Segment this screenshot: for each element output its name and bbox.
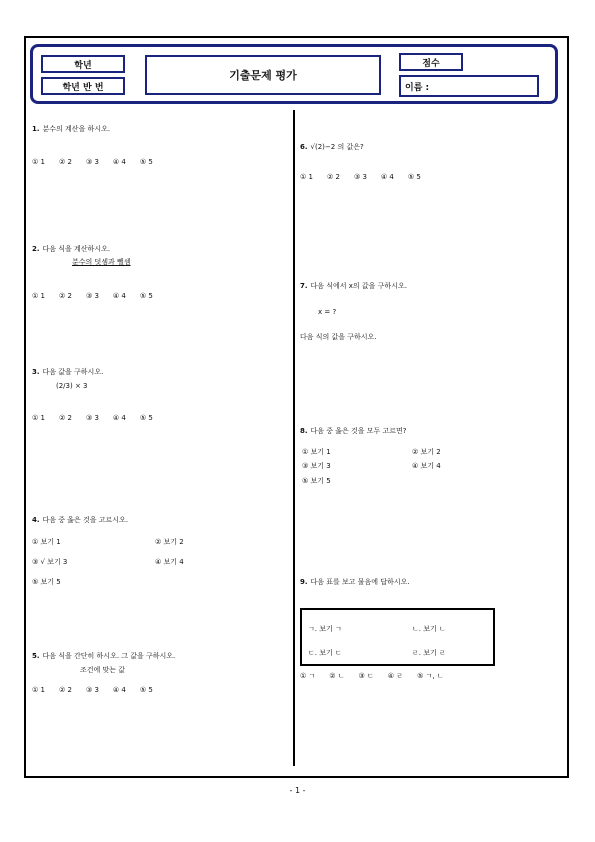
page-title: 기출문제 평가 (229, 69, 297, 82)
score-box (399, 53, 463, 71)
option-4-5: ⑤ 보기 5 (32, 578, 61, 586)
name-box (399, 75, 539, 97)
question-7: 7. 다음 식에서 x의 값을 구하시오. (300, 282, 407, 290)
choices-1: ① 1 ② 2 ③ 3 ④ 4 ⑤ 5 (32, 158, 153, 166)
class-label-box (41, 77, 125, 95)
question-8: 8. 다음 중 옳은 것을 모두 고르면? (300, 427, 407, 435)
question-2-sub: 분수의 덧셈과 뺄셈 (72, 258, 131, 266)
question-2: 2. 다음 식을 계산하시오. (32, 245, 111, 253)
option-4-1: ① 보기 1 (32, 538, 61, 546)
choices-6: ① 1 ② 2 ③ 3 ④ 4 ⑤ 5 (300, 173, 421, 181)
option-8-1: ① 보기 1 (302, 448, 331, 456)
choices-9: ① ㄱ ② ㄴ ③ ㄷ ④ ㄹ ⑤ ㄱ, ㄴ (300, 672, 444, 680)
school-label-box (41, 55, 125, 73)
question-1: 1. 분수의 계산을 하시오. (32, 125, 111, 133)
choices-2: ① 1 ② 2 ③ 3 ④ 4 ⑤ 5 (32, 292, 153, 300)
choices-5: ① 1 ② 2 ③ 3 ④ 4 ⑤ 5 (32, 686, 153, 694)
question-9: 9. 다음 표를 보고 물음에 답하시오. (300, 578, 410, 586)
option-8-5: ⑤ 보기 5 (302, 477, 331, 485)
option-8-2: ② 보기 2 (412, 448, 441, 456)
option-8-3: ③ 보기 3 (302, 462, 331, 470)
score-label: 점수 (422, 58, 440, 69)
question-3: 3. 다음 값을 구하시오. (32, 368, 104, 376)
option-4-2: ② 보기 2 (155, 538, 184, 546)
page-number: - 1 - (289, 786, 306, 795)
question-5-sub: 조건에 맞는 값 (80, 666, 126, 674)
question-4: 4. 다음 중 옳은 것을 고르시오. (32, 516, 129, 524)
question-7-sub: x = ? (318, 308, 337, 316)
name-label: 이름 : (405, 82, 430, 93)
option-8-4: ④ 보기 4 (412, 462, 441, 470)
school-label: 학년 (74, 60, 92, 71)
question-7-line2: 다음 식의 값을 구하시오. (300, 333, 377, 341)
class-label: 학년 반 번 (62, 82, 104, 93)
question-5: 5. 다음 식을 간단히 하시오. 그 값을 구하시오. (32, 652, 176, 660)
column-divider (293, 110, 295, 766)
exam-header (30, 44, 558, 104)
option-4-3: ③ √ 보기 3 (32, 558, 68, 566)
choices-3: ① 1 ② 2 ③ 3 ④ 4 ⑤ 5 (32, 414, 153, 422)
question-3-sub: (2/3) × 3 (56, 382, 88, 390)
title-box (145, 55, 381, 95)
option-4-4: ④ 보기 4 (155, 558, 184, 566)
question-9-box: ㄱ. 보기 ㄱ ㄴ. 보기 ㄴ ㄷ. 보기 ㄷ ㄹ. 보기 ㄹ (300, 608, 495, 666)
question-6: 6. √(2)−2 의 값은? (300, 143, 364, 151)
